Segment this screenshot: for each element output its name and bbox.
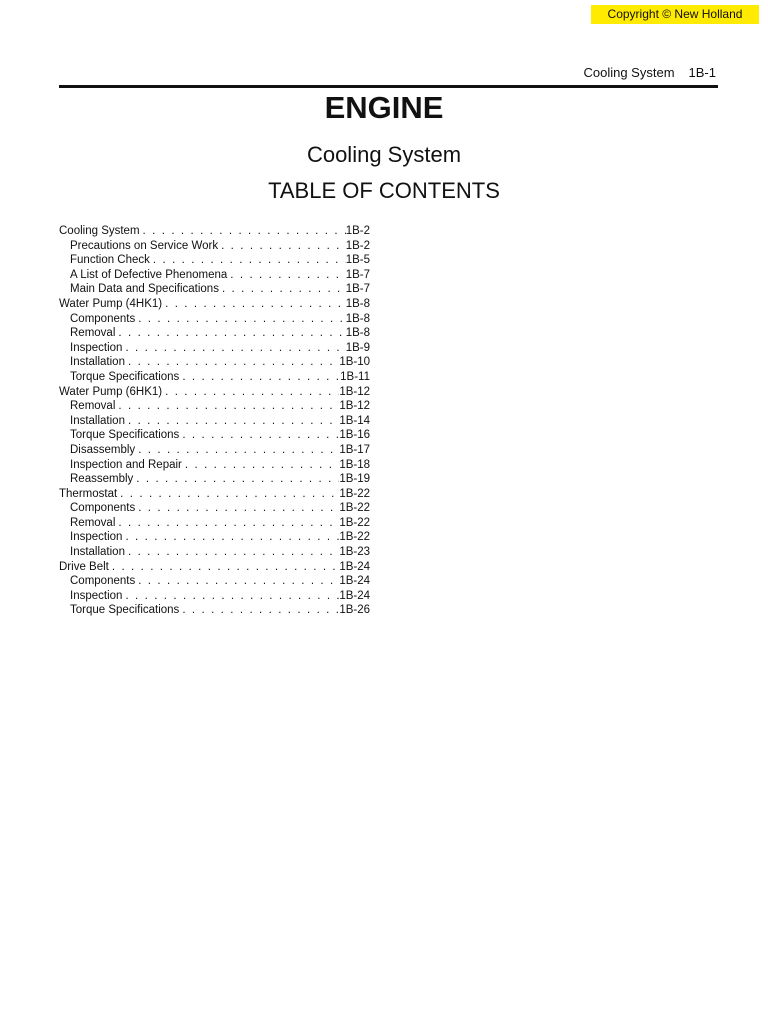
toc-entry-page: 1B-18 <box>339 458 370 471</box>
toc-entry[interactable] <box>59 297 370 312</box>
toc-entry-page: 1B-22 <box>339 516 370 529</box>
toc-heading: TABLE OF CONTENTS <box>268 178 500 203</box>
toc-leader-dots <box>125 589 339 604</box>
toc-entry-label: Water Pump (4HK1) <box>59 297 163 310</box>
toc-entry[interactable] <box>59 458 370 473</box>
toc-entry-page: 1B-11 <box>340 370 370 383</box>
toc-entry-label: Installation <box>70 356 125 369</box>
toc-entry-label: Inspection and Repair <box>70 458 182 471</box>
toc-entry-page: 1B-7 <box>345 283 370 296</box>
toc-leader-dots <box>128 414 339 429</box>
toc-entry-label: Components <box>70 502 136 515</box>
toc-entry-page: 1B-22 <box>339 531 370 544</box>
toc-leader-dots <box>182 370 340 385</box>
toc-entry-label: Reassembly <box>70 473 134 486</box>
toc-entry[interactable] <box>59 530 370 545</box>
copyright-notice: Copyright © New Holland <box>591 5 759 24</box>
toc-entry-page: 1B-17 <box>339 443 370 456</box>
toc-entry-page: 1B-5 <box>345 254 370 267</box>
toc-leader-dots <box>128 545 339 560</box>
toc-entry-label: Drive Belt <box>59 560 109 573</box>
toc-leader-dots <box>112 560 339 575</box>
toc-entry-label: Installation <box>70 414 125 427</box>
toc-entry-page: 1B-26 <box>339 604 370 617</box>
toc-leader-dots <box>221 239 346 254</box>
toc-leader-dots <box>136 472 339 487</box>
toc-entry-page: 1B-9 <box>345 341 370 354</box>
toc-entry[interactable] <box>59 312 370 327</box>
toc-entry-page: 1B-24 <box>339 575 370 588</box>
toc-entry-label: Removal <box>70 400 116 413</box>
toc-entry-label: Water Pump (6HK1) <box>59 385 163 398</box>
toc-leader-dots <box>125 341 345 356</box>
toc-entry-page: 1B-22 <box>339 487 370 500</box>
toc-entry[interactable] <box>59 501 370 516</box>
toc-entry[interactable] <box>59 355 370 370</box>
toc-entry[interactable] <box>59 428 370 443</box>
toc-entry-page: 1B-19 <box>339 473 370 486</box>
toc-leader-dots <box>138 501 339 516</box>
toc-leader-dots <box>182 603 339 618</box>
toc-leader-dots <box>222 282 346 297</box>
toc-entry[interactable] <box>59 385 370 400</box>
toc-entry-page: 1B-2 <box>345 225 370 237</box>
toc-leader-dots <box>143 224 346 239</box>
toc-entry-page: 1B-24 <box>339 560 370 573</box>
toc-entry-label: Disassembly <box>70 443 136 456</box>
toc-entry[interactable] <box>59 341 370 356</box>
toc-entry-label: Torque Specifications <box>70 604 180 617</box>
page-title: ENGINE <box>324 90 444 125</box>
toc-leader-dots <box>138 574 339 589</box>
toc-leader-dots <box>230 268 345 283</box>
toc-leader-dots <box>125 530 339 545</box>
toc-entry-page: 1B-8 <box>345 327 370 340</box>
running-header-page-number: 1B-1 <box>688 65 716 80</box>
toc-leader-dots <box>118 516 339 531</box>
toc-leader-dots <box>165 297 346 312</box>
toc-entry-label: Torque Specifications <box>70 370 180 383</box>
running-header-section: Cooling System <box>583 65 675 80</box>
toc-entry-label: Function Check <box>70 254 150 267</box>
toc-entry-label: Thermostat <box>59 487 118 500</box>
toc-entry[interactable] <box>59 224 370 239</box>
toc-entry[interactable] <box>59 370 370 385</box>
toc-entry-page: 1B-12 <box>339 385 370 398</box>
toc-entry-label: Components <box>70 312 136 325</box>
toc-entry-page: 1B-8 <box>345 297 370 310</box>
toc-entry-label: Torque Specifications <box>70 429 180 442</box>
toc-entry-label: Main Data and Specifications <box>70 283 219 296</box>
toc-entry-page: 1B-10 <box>339 356 370 369</box>
toc-entry-page: 1B-2 <box>345 239 370 252</box>
toc-entry-label: A List of Defective Phenomena <box>70 268 228 281</box>
toc-entry-label: Installation <box>70 546 125 559</box>
toc-entry-page: 1B-24 <box>339 589 370 602</box>
toc-entry-page: 1B-22 <box>339 502 370 515</box>
toc-entry-label: Precautions on Service Work <box>70 239 219 252</box>
running-header <box>583 65 716 80</box>
toc-entry[interactable] <box>59 268 370 283</box>
toc-leader-dots <box>165 385 339 400</box>
toc-entry-label: Inspection <box>70 341 123 354</box>
toc-entry-page: 1B-23 <box>339 546 370 559</box>
toc-entry-label: Removal <box>70 327 116 340</box>
toc-entry[interactable] <box>59 253 370 268</box>
toc-entry[interactable] <box>59 560 370 575</box>
toc-entry-page: 1B-16 <box>339 429 370 442</box>
toc-entry-page: 1B-12 <box>339 400 370 413</box>
toc-entry[interactable] <box>59 574 370 589</box>
toc-entry-label: Components <box>70 575 136 588</box>
toc-entry[interactable] <box>59 239 370 254</box>
toc-entry[interactable] <box>59 282 370 297</box>
toc-leader-dots <box>128 355 339 370</box>
toc-entry-label: Cooling System <box>59 225 140 237</box>
toc-leader-dots <box>182 428 339 443</box>
toc-leader-dots <box>138 443 339 458</box>
toc-entry-page: 1B-14 <box>339 414 370 427</box>
toc-entry[interactable] <box>59 414 370 429</box>
toc-leader-dots <box>118 326 345 341</box>
toc-entry[interactable] <box>59 326 370 341</box>
toc-entry[interactable] <box>59 603 370 618</box>
toc-entry[interactable] <box>59 589 370 604</box>
toc-entry[interactable] <box>59 516 370 531</box>
toc-entry[interactable] <box>59 487 370 502</box>
toc-leader-dots <box>185 458 339 473</box>
toc-entry-page: 1B-8 <box>345 312 370 325</box>
toc-leader-dots <box>153 253 346 268</box>
toc-entry[interactable] <box>59 443 370 458</box>
toc-entry-label: Removal <box>70 516 116 529</box>
table-of-contents <box>59 224 370 618</box>
toc-leader-dots <box>138 312 345 327</box>
toc-entry[interactable] <box>59 545 370 560</box>
toc-entry-label: Inspection <box>70 589 123 602</box>
page-subtitle: Cooling System <box>306 142 462 167</box>
toc-entry-page: 1B-7 <box>345 268 370 281</box>
toc-leader-dots <box>118 399 339 414</box>
toc-entry[interactable] <box>59 472 370 487</box>
toc-leader-dots <box>120 487 339 502</box>
toc-entry[interactable] <box>59 399 370 414</box>
toc-entry-label: Inspection <box>70 531 123 544</box>
